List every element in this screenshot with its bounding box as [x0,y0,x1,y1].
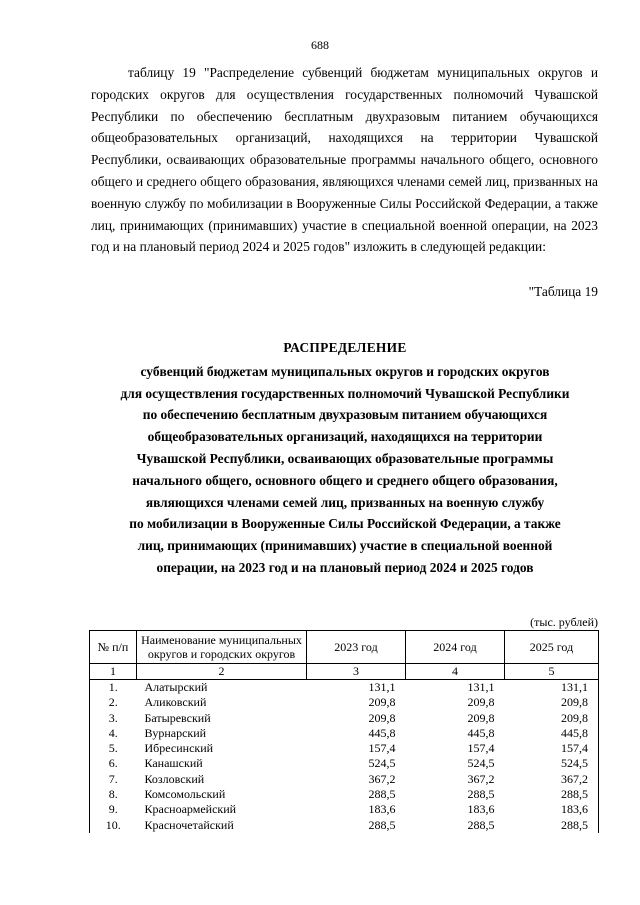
row-value-2024: 209,8 [467,695,495,710]
row-value-2025: 367,2 [505,772,599,787]
row-value-2023: 131,1 [368,680,396,694]
row-value-2024: 288,5 [467,817,495,832]
table-reference: "Таблица 19 [528,284,598,299]
column-numbers-row [90,664,599,680]
table-row [90,787,599,802]
row-number: 1. [90,680,137,696]
column-number: 2 [137,664,307,680]
row-value-2025: 183,6 [505,802,599,817]
row-value-2023: 445,8 [368,725,396,740]
table-row [90,695,599,710]
row-number: 6. [90,756,137,771]
intro-text: таблицу 19 "Распределение субвенций бюджетам муниципальных округов и городских округов для осуществления государственных полномочий Чувашской Республики по обеспечению бесплатным двухразовым питанием обучающихся общеобразовательных организаций, находящихся на территории Чувашской Республики, осваивающих образовательные программы начального общего, основного общего и среднего общего образования, являющихся членами семей лиц, призванных на военную службу по мобилизации в Вооруженные Силы Российской Федерации, а также лиц, принимающих (принимавших) участие в специальной военной операции, на 2023 год и на плановый период 2024 и 2025 годов" изложить в следующей редакции: [91,65,598,255]
row-name: Вурнарский [144,725,207,740]
row-value-2023: 367,2 [368,771,396,786]
header-2024: 2024 год [406,631,505,664]
row-value-2024: 445,8 [467,725,495,740]
table-body [90,680,599,833]
row-number: 2. [90,695,137,710]
distribution-table [89,630,599,833]
intro-paragraph [91,62,598,258]
heading-line: операции, на 2023 год и на плановый период 2024 и 2025 годов [156,559,534,575]
row-value-2023: 157,4 [368,741,396,756]
row-name: Красноармейский [144,802,237,817]
units-label: (тыс. рублей) [530,615,598,629]
heading-line: лиц, принимающих (принимавших) участие в специальной военной [137,538,553,554]
row-number: 3. [90,711,137,726]
table-row [90,741,599,756]
heading-line: общеобразовательных организаций, находящихся на территории [147,429,543,445]
row-name: Аликовский [144,695,207,710]
heading-line: Чувашской Республики, осваивающих образовательные программы [136,450,554,466]
header-2023: 2023 год [307,631,406,664]
row-name: Красночетайский [144,817,234,832]
row-value-2025: 288,5 [505,787,599,802]
row-name: Алатырский [144,680,208,694]
row-name: Канашский [144,756,203,771]
heading-line: начального общего, основного общего и среднего общего образования, [132,472,558,488]
row-value-2025: 288,5 [505,818,599,833]
table-row [90,818,599,833]
row-value-2025: 209,8 [505,695,599,710]
column-number: 4 [406,664,505,680]
row-value-2023: 288,5 [368,817,396,832]
row-value-2023: 524,5 [368,756,396,771]
row-name: Ибресинский [144,741,214,756]
column-number: 3 [307,664,406,680]
header-name: Наименование муниципальных округов и городских округов [137,631,307,664]
row-value-2025: 209,8 [505,711,599,726]
row-value-2024: 183,6 [467,802,495,817]
row-value-2025: 131,1 [505,680,599,696]
row-value-2023: 183,6 [368,802,396,817]
heading-line: по обеспечению бесплатным двухразовым питанием обучающихся [142,407,548,423]
header-number: № п/п [90,631,137,664]
distribution-table-container [89,630,598,833]
header-2025: 2025 год [505,631,599,664]
document-heading [70,337,620,579]
table-row [90,726,599,741]
row-value-2025: 445,8 [505,726,599,741]
row-number: 5. [90,741,137,756]
row-name: Комсомольский [144,787,226,802]
heading-line: для осуществления государственных полномочий Чувашской Республики [120,385,570,401]
row-value-2024: 524,5 [467,756,495,771]
row-value-2024: 157,4 [467,741,495,756]
row-value-2024: 288,5 [467,787,495,802]
page-number: 688 [311,38,329,52]
row-value-2024: 367,2 [467,771,495,786]
row-number: 7. [90,772,137,787]
column-number: 5 [505,664,599,680]
row-value-2024: 209,8 [467,710,495,725]
row-name: Батыревский [144,710,211,725]
table-row [90,711,599,726]
heading-title: РАСПРЕДЕЛЕНИЕ [283,340,407,355]
row-value-2023: 209,8 [368,710,396,725]
row-number: 4. [90,726,137,741]
row-value-2025: 157,4 [505,741,599,756]
row-name: Козловский [144,771,205,786]
heading-line: являющихся членами семей лиц, призванных на военную службу [145,494,545,510]
table-row [90,756,599,771]
table-row [90,680,599,696]
row-value-2023: 209,8 [368,695,396,710]
row-number: 9. [90,802,137,817]
table-header-row [90,631,599,664]
row-number: 10. [90,818,137,833]
table-row [90,802,599,817]
column-number: 1 [90,664,137,680]
row-value-2023: 288,5 [368,787,396,802]
heading-line: субвенций бюджетам муниципальных округов и городских округов [140,363,550,379]
row-number: 8. [90,787,137,802]
table-row [90,772,599,787]
heading-line: по мобилизации в Вооруженные Силы Российской Федерации, а также [129,516,561,532]
row-value-2025: 524,5 [505,756,599,771]
row-value-2024: 131,1 [467,680,495,694]
